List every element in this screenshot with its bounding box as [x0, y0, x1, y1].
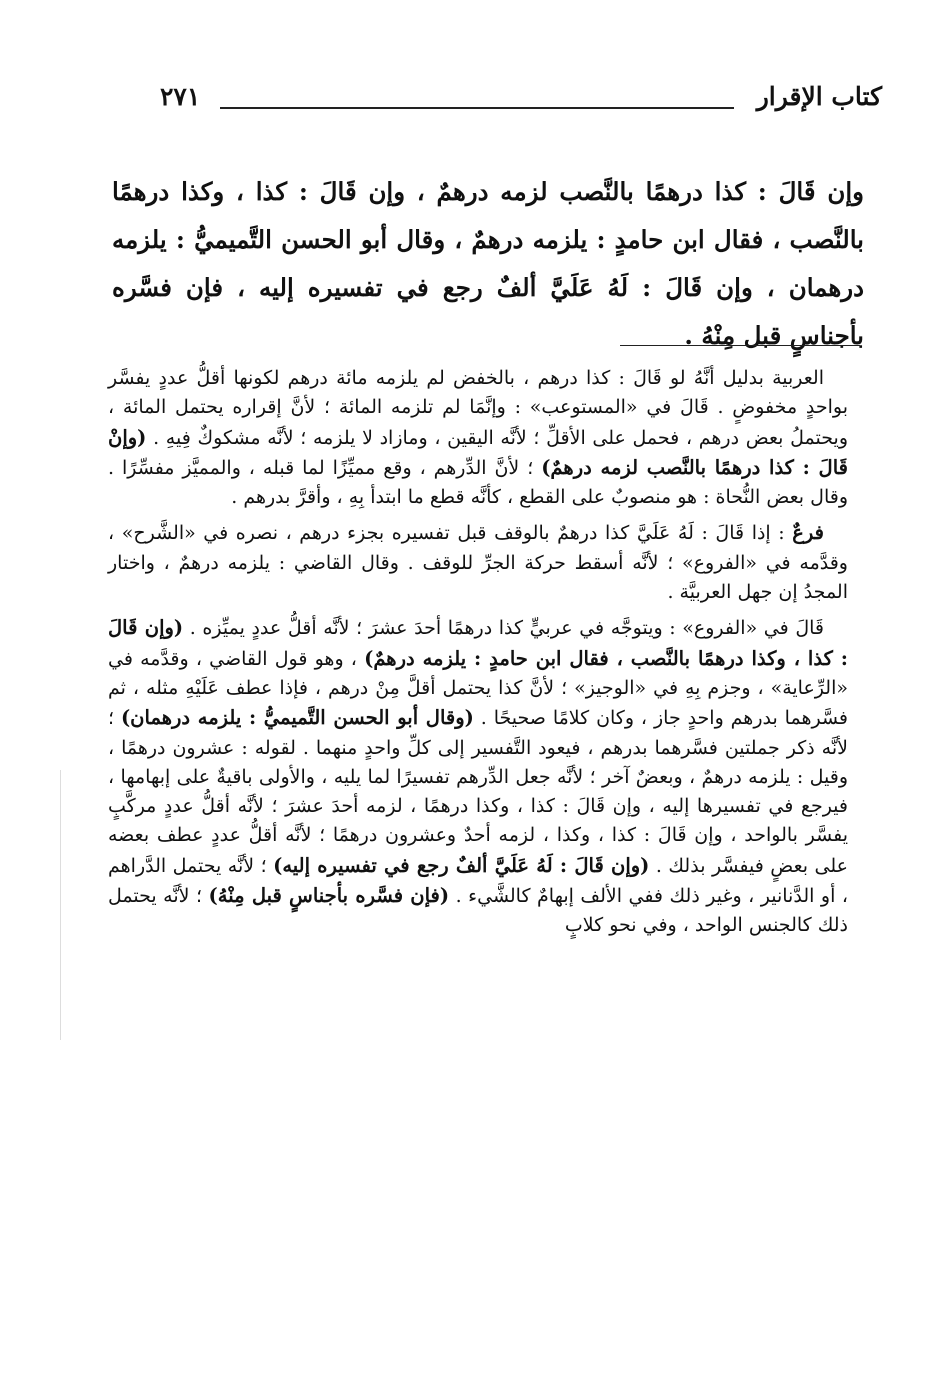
main-text-paragraph: وإن قَالَ : كذا درهمًا بالنَّصب لزمه درهمٌ ، وإن قَالَ : كذا ، وكذا درهمًا بالنَّصب ، فقال ابن حامدٍ : يلزمه درهمٌ ، وقال أبو الحسن التَّميميُّ : يلزمه درهمان ، وإن قَالَ : لَهُ عَلَيَّ ألفٌ رجع في تفسيره إليه ، فإن فسَّره بأجناسٍ قبل مِنْهُ .	[112, 177, 864, 350]
commentary-text: ؛ لأنَّ الدِّرهم ، وقع مميِّزًا لما قبله ، والمميَّز مفسِّرًا . وقال بعض النُّحاة : هو منصوبٌ على القطع ، كأنَّه قطع ما ابتدأ بِهِ ، وأقرَّ بدرهم .	[108, 456, 848, 509]
commentary-paragraph-1	[108, 364, 848, 512]
commentary-paragraph-3	[108, 613, 848, 940]
quoted-matn: (وقال أبو الحسن التَّميميُّ : يلزمه درهمان)	[120, 706, 474, 730]
commentary-text: : إذا قَالَ : لَهُ عَلَيَّ كذا درهمٌ بالوقف قبل تفسيره بجزء درهم ، نصره في «الشَّرح» ، وقدَّمه في «الفروع» ؛ لأنَّه أسقط حركة الجرِّ للوقف . وقال القاضي : يلزمه درهمٌ ، واختار المجدُ إن جهل العربيَّة .	[108, 522, 848, 604]
main-text	[112, 168, 864, 360]
page-header	[160, 82, 882, 122]
quoted-matn: (وإن قَالَ : كذا ، وكذا درهمًا بالنَّصب ، فقال ابن حامدٍ : يلزمه درهمٌ)	[108, 616, 848, 670]
commentary-text: ؛ لأنَّه ذكر جملتين فسَّرهما بدرهم ، فيعود التَّفسير إلى كلِّ واحدٍ منهما . لقوله : عشرون درهمًا ، وقيل : يلزمه درهمٌ ، وبعضٌ آخر ؛ لأنَّه جعل الدِّرهم تفسيرًا لما يليه ، والأولى باقيةٌ على إبهامها ، فيرجع في تفسيرها إليه ، وإن قَالَ : كذا ، وكذا درهمًا ، لزمه أحدَ عشرَ ؛ لأنَّه أقلُّ عددٍ مركَّبٍ يفسَّر بالواحد ، وإن قَالَ : كذا ، وكذا ، لزمه أحدٌ وعشرون درهمًا ؛ لأنَّه أقلُّ عددٍ عطف بعضه على بعضٍ فيفسَّر بذلك .	[108, 707, 848, 877]
commentary-text: العربية بدليل أنَّهُ لو قَالَ : كذا درهم ، بالخفض لم يلزمه مائة درهم لكونها أقلُّ عددٍ يفسَّر بواحدٍ مخفوضٍ . قَالَ في «المستوعب» : وإنَّمَا لم تلزمه المائة ؛ لأنَّ إقراره يحتمل المائة ، ويحتملُ بعض درهم ، فحمل على الأقلِّ ؛ لأنَّه اليقين ، ومازاد لا يلزمه ؛ لأنَّه مشكوكٌ فِيهِ .	[108, 367, 848, 449]
commentary-text: ؛ لأنَّه يحتمل ذلك كالجنس الواحد ، وفي نحو كلابٍ	[108, 885, 848, 937]
header-rule	[220, 107, 734, 109]
commentary-text: ؛ لأنَّه يحتمل الدَّراهم ، أو الدَّنانير ، وغير ذلك ففي الألف إبهامٌ كالشَّيء .	[108, 854, 848, 908]
commentary	[108, 364, 848, 947]
commentary-text: ، وهو قول القاضي ، وقدَّمه في «الرِّعاية» ، وجزم بِهِ في «الوجيز» ؛ لأنَّ كذا يحتمل أقلَّ مِنْ درهم ، فإذا عطف عَلَيْهِ مثله ، ثم فسَّرهما بدرهم واحدٍ جاز ، وكان كلامًا صحيحًا .	[108, 647, 848, 730]
running-title: كتاب الإقرار	[756, 82, 882, 111]
far-heading: فرعٌ	[792, 521, 824, 545]
quoted-matn: (وإن قَالَ : لَهُ عَلَيَّ ألفٌ رجع في تفسيره إليه)	[273, 853, 650, 877]
page-number: ٢٧١	[160, 82, 201, 111]
commentary-text: قَالَ في «الفروع» : ويتوجَّه في عربيٍّ كذا درهمًا أحدَ عشرَ ؛ لأنَّه أقلُّ عددٍ يميِّزه .	[189, 617, 824, 640]
commentary-paragraph-2	[108, 518, 848, 607]
quoted-matn: (فإن فسَّره بأجناسٍ قبل مِنْهُ)	[208, 884, 450, 908]
scan-margin-line	[60, 770, 61, 1040]
separator-rule	[620, 345, 860, 346]
quoted-matn: (وإنْ قَالَ : كذا درهمًا بالنَّصب لزمه درهمٌ)	[108, 425, 848, 479]
